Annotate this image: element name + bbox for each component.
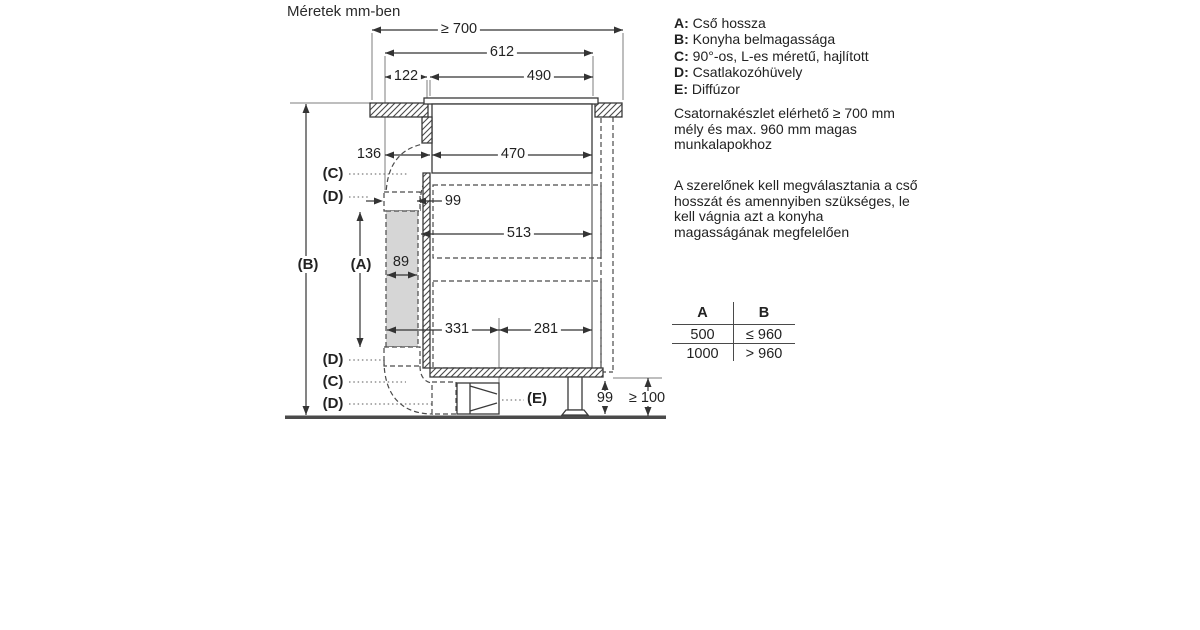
dim-label-490: 490 — [524, 69, 554, 84]
dim-label-470: 470 — [498, 147, 528, 162]
point-label-d-low: (D) — [322, 395, 344, 412]
point-label-a: (A) — [350, 256, 372, 273]
hob-outlet — [422, 117, 432, 143]
table-header-b: B — [758, 305, 770, 321]
table-cell-b2: > 960 — [745, 346, 783, 362]
legend-text-a: Cső hossza — [692, 15, 766, 31]
point-label-b: (B) — [297, 256, 319, 273]
point-label-c-low: (C) — [322, 373, 344, 390]
point-label-d-mid: (D) — [322, 351, 344, 368]
legend-key-d: D: — [674, 64, 689, 81]
point-label-d-top: (D) — [322, 188, 344, 205]
structure — [285, 98, 666, 419]
hob-top-plate — [424, 98, 598, 104]
legend-item-b — [674, 31, 934, 47]
dim-label-99-bottom: 99 — [594, 391, 616, 406]
table-cell-a1: 500 — [690, 327, 715, 343]
floor-line — [285, 416, 666, 420]
note-channel-set: Csatornakészlet elérhető ≥ 700 mm mély és max. 960 mm magas munkalapokhoz — [674, 105, 895, 153]
dim-label-612: 612 — [487, 45, 517, 60]
dim-label-331: 331 — [442, 322, 472, 337]
legend-item-a — [674, 15, 934, 31]
point-label-e: (E) — [527, 390, 547, 407]
legend-text-e: Diffúzor — [691, 80, 740, 97]
cabinet-bottom-panel — [430, 368, 603, 377]
legend-item-e — [674, 81, 934, 97]
dim-label-99-top: 99 — [442, 194, 464, 209]
note-installer: A szerelőnek kell megválasztania a cső hosszát és amennyiben szükséges, le kell vágnia azt a konyha magasságának megfelelően — [674, 177, 918, 240]
legend-key-e: E: — [674, 80, 688, 97]
legend-key-c: C: — [674, 47, 689, 64]
dim-label-min-height: ≥ 100 — [626, 391, 668, 406]
point-label-c-top: (C) — [322, 165, 344, 182]
dim-label-89: 89 — [392, 254, 410, 270]
dim-label-513: 513 — [504, 226, 534, 241]
dim-label-281: 281 — [531, 322, 561, 337]
legend-key-b: B: — [674, 31, 689, 48]
diagram-title: Méretek mm-ben — [287, 3, 401, 20]
legend-key-a: A: — [674, 15, 689, 31]
cabinet-leg — [568, 377, 582, 410]
worktop-left — [370, 103, 428, 117]
table-cell-a2: 1000 — [686, 346, 719, 362]
dim-label-122: 122 — [391, 69, 421, 84]
dimension-lines — [306, 30, 648, 416]
legend-text-c: 90°-os, L-es méretű, hajlított — [692, 47, 869, 64]
diffuser — [457, 383, 499, 414]
dim-label-136: 136 — [354, 147, 384, 162]
legend-item-d — [674, 64, 934, 80]
table-divider — [733, 302, 734, 361]
legend-text-d: Csatlakozóhüvely — [692, 64, 803, 81]
worktop-right — [595, 103, 622, 117]
table-cell-b1: ≤ 960 — [745, 327, 783, 343]
table-header-a: A — [697, 305, 708, 321]
legend-item-c — [674, 48, 934, 64]
arrowheads — [303, 27, 652, 417]
legend-text-b: Konyha belmagassága — [692, 31, 836, 48]
dim-label-min-width: ≥ 700 — [438, 22, 480, 37]
leg-foot — [562, 410, 588, 415]
legend — [674, 15, 934, 97]
hob-body — [432, 104, 592, 173]
